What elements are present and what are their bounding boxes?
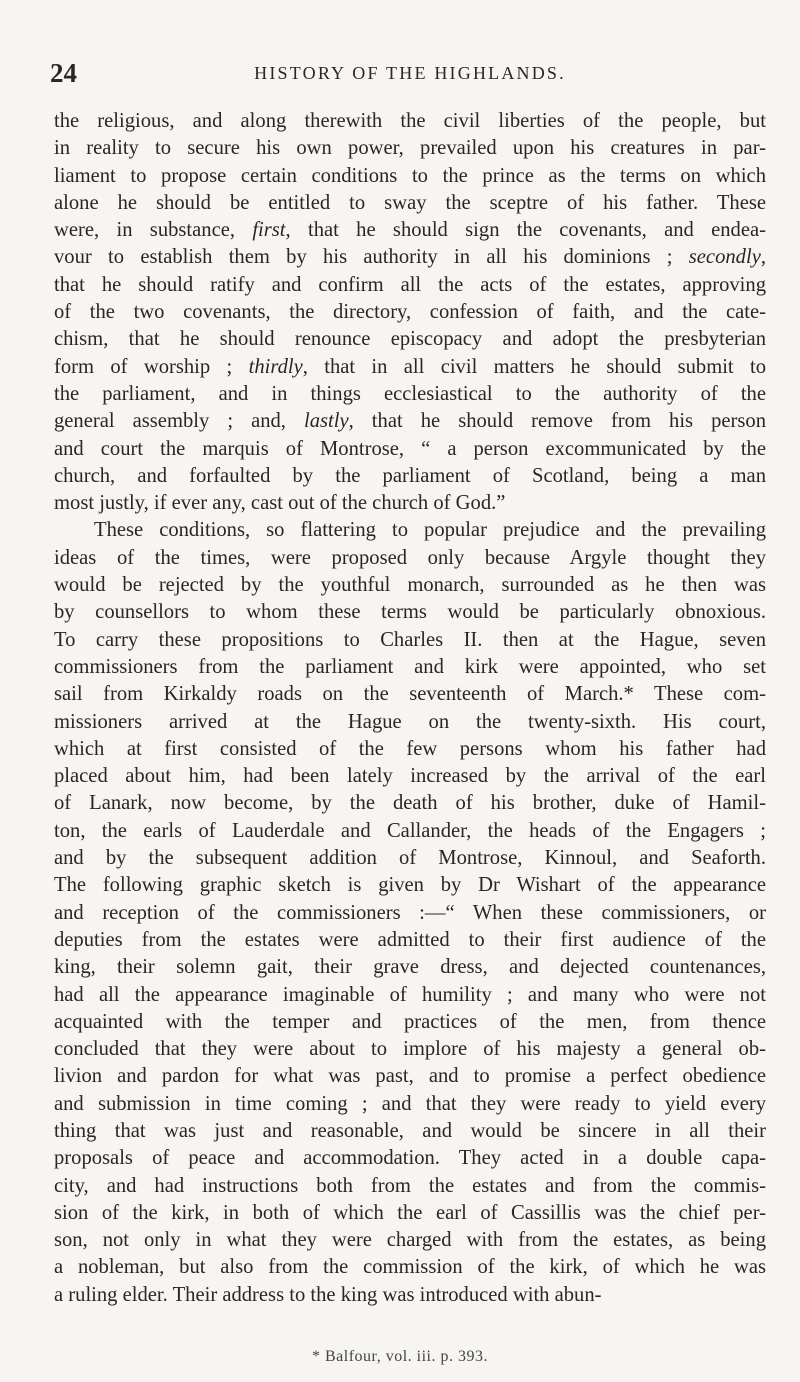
text-line: which at first consisted of the few persons whom his father had (54, 737, 766, 760)
emphasis: secondly (688, 246, 761, 269)
emphasis: thirdly (248, 355, 303, 378)
text-line: and submission in time coming ; and that they were ready to yield every (54, 1092, 766, 1115)
text-line: chism, that he should renounce episcopacy and adopt the presbyterian (54, 328, 766, 351)
text-line: in reality to secure his own power, prevailed upon his creatures in par- (54, 137, 766, 160)
text-line: of Lanark, now become, by the death of his brother, duke of Hamil- (54, 792, 766, 815)
text-line: thing that was just and reasonable, and would be sincere in all their (54, 1119, 766, 1142)
text-line: deputies from the estates were admitted to their first audience of the (54, 928, 766, 951)
text-line: were, in substance, first, that he should sign the covenants, and endea- (54, 219, 766, 242)
text-line: liament to propose certain conditions to the prince as the terms on which (54, 164, 766, 187)
text-line: To carry these propositions to Charles II. then at the Hague, seven (54, 628, 766, 651)
running-title: HISTORY OF THE HIGHLANDS. (254, 63, 566, 83)
text-line: son, not only in what they were charged with from the estates, as being (54, 1229, 766, 1252)
text-line: church, and forfaulted by the parliament of Scotland, being a man (54, 464, 766, 487)
text-line: the religious, and along therewith the civil liberties of the people, but (54, 110, 766, 132)
text-line: king, their solemn gait, their grave dress, and dejected countenances, (54, 956, 766, 979)
text-line: acquainted with the temper and practices of the men, from thence (54, 1010, 766, 1033)
text-line: vour to establish them by his authority in all his dominions ; secondly, (54, 246, 766, 269)
text-line: would be rejected by the youthful monarch, surrounded as he then was (54, 574, 766, 597)
text-line: proposals of peace and accommodation. They acted in a double capa- (54, 1147, 766, 1170)
page-number: 24 (50, 58, 77, 88)
footnote: * Balfour, vol. iii. p. 393. (311, 1348, 488, 1365)
text-line: form of worship ; thirdly, that in all civil matters he should submit to (54, 355, 767, 378)
text-line: placed about him, had been lately increased by the arrival of the earl (54, 765, 766, 788)
text-line: city, and had instructions both from the estates and from the commis- (54, 1174, 766, 1197)
body-text (54, 108, 766, 1309)
text-line: sion of the kirk, in both of which the earl of Cassillis was the chief per- (54, 1201, 766, 1224)
text-line: concluded that they were about to implore of his majesty a general ob- (54, 1038, 766, 1061)
text-line: general assembly ; and, lastly, that he should remove from his person (54, 410, 766, 433)
text-line: that he should ratify and confirm all the acts of the estates, approving (54, 273, 766, 296)
text-line: a ruling elder. Their address to the king was introduced with abun- (54, 1283, 602, 1306)
text-line: commissioners from the parliament and kirk were appointed, who set (54, 655, 766, 678)
text-line: most justly, if ever any, cast out of the church of God.” (54, 492, 506, 515)
text-line: the parliament, and in things ecclesiastical to the authority of the (54, 382, 766, 405)
text-line: livion and pardon for what was past, and to promise a perfect obedience (54, 1065, 766, 1088)
text-line: missioners arrived at the Hague on the twenty-sixth. His court, (54, 710, 766, 733)
text-line: had all the appearance imaginable of humility ; and many who were not (54, 983, 766, 1006)
text-line: alone he should be entitled to sway the sceptre of his father. These (54, 191, 766, 214)
text-line: a nobleman, but also from the commission of the kirk, of which he was (54, 1256, 766, 1279)
text-line: ton, the earls of Lauderdale and Callander, the heads of the Engagers ; (54, 819, 766, 842)
text-line: and court the marquis of Montrose, “ a person excommunicated by the (54, 437, 766, 460)
text-line: sail from Kirkaldy roads on the seventeenth of March.* These com- (54, 683, 766, 706)
text-line: ideas of the times, were proposed only because Argyle thought they (54, 546, 766, 569)
text-line: of the two covenants, the directory, confession of faith, and the cate- (54, 301, 766, 324)
text-line: and reception of the commissioners :—“ When these commissioners, or (54, 901, 766, 924)
text-line: The following graphic sketch is given by Dr Wishart of the appearance (54, 874, 766, 897)
text-line: and by the subsequent addition of Montrose, Kinnoul, and Seaforth. (54, 847, 766, 870)
text-line: These conditions, so flattering to popular prejudice and the prevailing (94, 519, 766, 542)
emphasis: lastly (304, 410, 349, 433)
running-head (50, 58, 770, 88)
text-line: by counsellors to whom these terms would be particularly obnoxious. (54, 601, 766, 624)
emphasis: first (252, 219, 286, 242)
